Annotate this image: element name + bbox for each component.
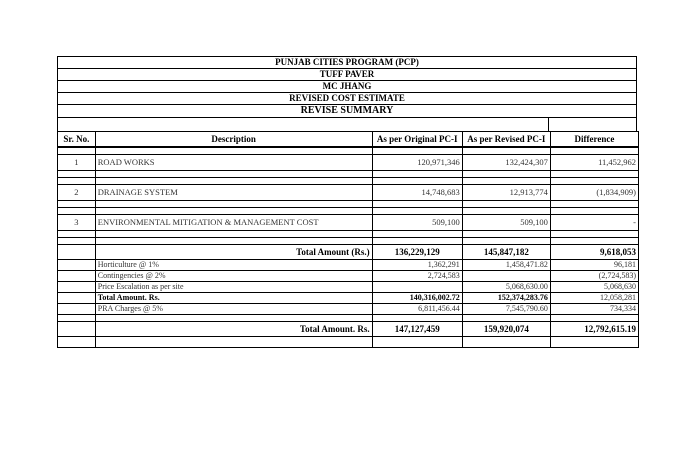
cell-desc: DRAINAGE SYSTEM [95,185,372,201]
col-original: As per Original PC-I [372,132,462,148]
table-header-row [58,132,639,148]
cell-rev: 5,068,630.00 [462,282,550,293]
cell-sr: 3 [58,215,96,231]
table-row [58,260,639,271]
total-row [58,245,639,260]
cell-rev: 152,374,283.76 [462,293,550,304]
cell-desc: ENVIRONMENTAL MITIGATION & MANAGEMENT COST [95,215,372,231]
table-row [58,271,639,282]
cell-diff: 5,068,630 [550,282,638,293]
cell-rev: 509,100 [462,215,550,231]
grand-total-row [58,322,639,337]
total-diff: 9,618,053 [550,245,638,260]
grand-total-label: Total Amount. Rs. [95,322,372,337]
grand-total-orig: 147,127,459 [372,322,462,337]
spacer-row [57,118,637,131]
table-row [58,293,639,304]
cell-diff: 96,181 [550,260,638,271]
title-program: PUNJAB CITIES PROGRAM (PCP) [57,56,637,69]
cell-diff: - [550,215,638,231]
total-rev: 145,847,182 [462,245,550,260]
grand-total-rev: 159,920,074 [462,322,550,337]
cell-desc: ROAD WORKS [95,155,372,171]
table-row [58,215,639,231]
cell-desc: Contingencies @ 2% [95,271,372,282]
cell-desc: Total Amount. Rs. [95,293,372,304]
grand-total-diff: 12,792,615.19 [550,322,638,337]
table-row [58,185,639,201]
cell-diff: 12,058,281 [550,293,638,304]
cell-sr: 2 [58,185,96,201]
total-label: Total Amount (Rs.) [95,245,372,260]
col-description: Description [95,132,372,148]
cell-diff: 734,334 [550,304,638,315]
title-summary: REVISE SUMMARY [57,105,637,118]
table-row [58,304,639,315]
cell-desc: Horticulture @ 1% [95,260,372,271]
table-row [58,155,639,171]
cell-diff: (1,834,909) [550,185,638,201]
cell-desc: Price Escalation as per site [95,282,372,293]
cell-orig: 120,971,346 [372,155,462,171]
col-difference: Difference [550,132,638,148]
cell-sr: 1 [58,155,96,171]
cell-orig: 14,748,683 [372,185,462,201]
col-sr-no: Sr. No. [58,132,96,148]
table-row [58,282,639,293]
cell-orig: 6,811,456.44 [372,304,462,315]
title-estimate: REVISED COST ESTIMATE [57,93,637,105]
cell-orig: 509,100 [372,215,462,231]
cost-summary-sheet [57,56,637,348]
cell-rev: 12,913,774 [462,185,550,201]
cell-rev: 132,424,307 [462,155,550,171]
cell-rev: 1,458,471.82 [462,260,550,271]
title-project: TUFF PAVER [57,69,637,81]
cell-orig [372,282,462,293]
cell-orig: 140,316,002.72 [372,293,462,304]
cell-desc: PRA Charges @ 5% [95,304,372,315]
summary-table [57,131,639,348]
cell-orig: 1,362,291 [372,260,462,271]
cell-rev: 7,545,790.60 [462,304,550,315]
col-revised: As per Revised PC-I [462,132,550,148]
total-orig: 136,229,129 [372,245,462,260]
cell-diff: 11,452,962 [550,155,638,171]
cell-orig: 2,724,583 [372,271,462,282]
title-municipality: MC JHANG [57,81,637,93]
cell-diff: (2,724,583) [550,271,638,282]
cell-rev [462,271,550,282]
